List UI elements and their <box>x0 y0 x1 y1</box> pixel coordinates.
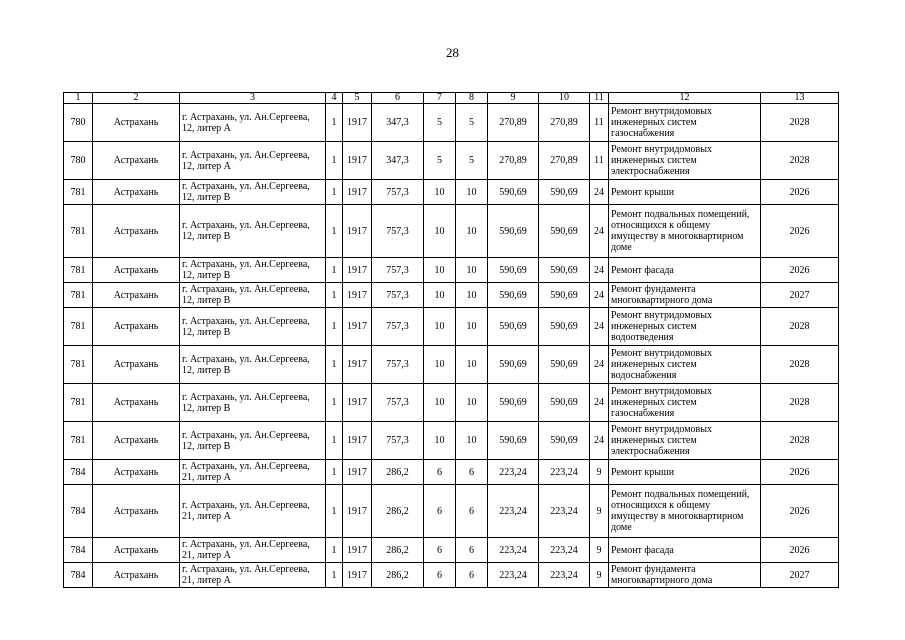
cell-col7: 6 <box>424 485 456 538</box>
cell-area-living: 270,89 <box>488 142 539 180</box>
cell-area-total: 286,2 <box>372 563 424 588</box>
cell-area-living: 223,24 <box>488 563 539 588</box>
column-header: 13 <box>761 93 839 104</box>
cell-area-apartments: 590,69 <box>539 258 590 283</box>
cell-area-total: 757,3 <box>372 346 424 384</box>
column-header: 5 <box>343 93 372 104</box>
cell-area-living: 590,69 <box>488 308 539 346</box>
cell-col8: 10 <box>456 308 488 346</box>
cell-city: Астрахань <box>93 308 180 346</box>
cell-work-type: Ремонт внутридомовых инженерных систем электроснабжения <box>609 422 761 460</box>
cell-area-apartments: 590,69 <box>539 180 590 205</box>
cell-area-living: 590,69 <box>488 422 539 460</box>
table-row <box>64 283 839 308</box>
cell-col8: 10 <box>456 283 488 308</box>
cell-plan-year: 2027 <box>761 283 839 308</box>
table-row <box>64 258 839 283</box>
table-row <box>64 180 839 205</box>
cell-address: г. Астрахань, ул. Ан.Сергеева, 21, литер А <box>180 460 326 485</box>
cell-area-apartments: 590,69 <box>539 422 590 460</box>
cell-area-living: 590,69 <box>488 205 539 258</box>
cell-city: Астрахань <box>93 346 180 384</box>
cell-col8: 5 <box>456 142 488 180</box>
page-number: 28 <box>446 45 459 60</box>
cell-area-living: 590,69 <box>488 384 539 422</box>
cell-work-type: Ремонт фасада <box>609 258 761 283</box>
cell-address: г. Астрахань, ул. Ан.Сергеева, 12, литер В <box>180 384 326 422</box>
cell-plan-year: 2026 <box>761 485 839 538</box>
cell-area-apartments: 590,69 <box>539 384 590 422</box>
cell-work-type: Ремонт внутридомовых инженерных систем водоотведения <box>609 308 761 346</box>
cell-plan-year: 2028 <box>761 308 839 346</box>
cell-area-total: 347,3 <box>372 142 424 180</box>
cell-work-type: Ремонт фундамента многоквартирного дома <box>609 563 761 588</box>
cell-year: 1917 <box>343 538 372 563</box>
cell-plan-year: 2026 <box>761 258 839 283</box>
cell-year: 1917 <box>343 384 372 422</box>
column-header: 1 <box>64 93 93 104</box>
column-header: 4 <box>326 93 343 104</box>
cell-area-apartments: 590,69 <box>539 346 590 384</box>
cell-year: 1917 <box>343 563 372 588</box>
cell-city: Астрахань <box>93 180 180 205</box>
table-row <box>64 563 839 588</box>
column-header: 12 <box>609 93 761 104</box>
cell-city: Астрахань <box>93 538 180 563</box>
cell-entrances: 1 <box>326 563 343 588</box>
table-row <box>64 142 839 180</box>
cell-area-living: 223,24 <box>488 460 539 485</box>
cell-residents: 24 <box>590 180 609 205</box>
cell-year: 1917 <box>343 258 372 283</box>
cell-area-living: 223,24 <box>488 538 539 563</box>
cell-work-type: Ремонт фундамента многоквартирного дома <box>609 283 761 308</box>
cell-area-total: 757,3 <box>372 258 424 283</box>
cell-number: 781 <box>64 180 93 205</box>
cell-area-living: 590,69 <box>488 258 539 283</box>
cell-city: Астрахань <box>93 422 180 460</box>
cell-work-type: Ремонт внутридомовых инженерных систем газоснабжения <box>609 384 761 422</box>
cell-address: г. Астрахань, ул. Ан.Сергеева, 21, литер А <box>180 563 326 588</box>
cell-number: 784 <box>64 460 93 485</box>
cell-area-living: 590,69 <box>488 180 539 205</box>
cell-area-total: 757,3 <box>372 384 424 422</box>
cell-entrances: 1 <box>326 384 343 422</box>
cell-city: Астрахань <box>93 460 180 485</box>
cell-col7: 6 <box>424 460 456 485</box>
cell-work-type: Ремонт внутридомовых инженерных систем газоснабжения <box>609 104 761 142</box>
cell-entrances: 1 <box>326 460 343 485</box>
cell-entrances: 1 <box>326 308 343 346</box>
cell-address: г. Астрахань, ул. Ан.Сергеева, 12, литер В <box>180 346 326 384</box>
cell-number: 780 <box>64 142 93 180</box>
cell-number: 781 <box>64 346 93 384</box>
cell-col8: 10 <box>456 422 488 460</box>
cell-col7: 5 <box>424 142 456 180</box>
cell-col8: 6 <box>456 460 488 485</box>
cell-area-living: 590,69 <box>488 346 539 384</box>
cell-number: 781 <box>64 308 93 346</box>
cell-area-total: 347,3 <box>372 104 424 142</box>
cell-address: г. Астрахань, ул. Ан.Сергеева, 12, литер В <box>180 308 326 346</box>
cell-area-apartments: 590,69 <box>539 308 590 346</box>
cell-year: 1917 <box>343 180 372 205</box>
cell-col7: 10 <box>424 308 456 346</box>
cell-area-total: 757,3 <box>372 180 424 205</box>
cell-col8: 10 <box>456 205 488 258</box>
cell-entrances: 1 <box>326 142 343 180</box>
cell-city: Астрахань <box>93 142 180 180</box>
column-header: 2 <box>93 93 180 104</box>
cell-address: г. Астрахань, ул. Ан.Сергеева, 12, литер В <box>180 180 326 205</box>
cell-area-apartments: 223,24 <box>539 460 590 485</box>
cell-residents: 9 <box>590 460 609 485</box>
cell-col7: 10 <box>424 283 456 308</box>
cell-city: Астрахань <box>93 563 180 588</box>
column-header: 9 <box>488 93 539 104</box>
cell-col8: 6 <box>456 538 488 563</box>
column-header: 3 <box>180 93 326 104</box>
table-row <box>64 346 839 384</box>
table-row <box>64 308 839 346</box>
cell-area-apartments: 270,89 <box>539 142 590 180</box>
cell-area-apartments: 223,24 <box>539 538 590 563</box>
cell-area-apartments: 223,24 <box>539 563 590 588</box>
repair-schedule-table <box>63 92 839 588</box>
cell-area-total: 286,2 <box>372 485 424 538</box>
cell-address: г. Астрахань, ул. Ан.Сергеева, 12, литер А <box>180 142 326 180</box>
cell-col8: 10 <box>456 180 488 205</box>
table-row <box>64 384 839 422</box>
cell-col8: 6 <box>456 485 488 538</box>
cell-area-apartments: 590,69 <box>539 283 590 308</box>
cell-address: г. Астрахань, ул. Ан.Сергеева, 21, литер А <box>180 485 326 538</box>
cell-number: 784 <box>64 538 93 563</box>
cell-address: г. Астрахань, ул. Ан.Сергеева, 12, литер А <box>180 104 326 142</box>
cell-residents: 24 <box>590 205 609 258</box>
cell-area-total: 757,3 <box>372 205 424 258</box>
cell-residents: 24 <box>590 258 609 283</box>
cell-work-type: Ремонт крыши <box>609 460 761 485</box>
cell-plan-year: 2028 <box>761 104 839 142</box>
cell-area-total: 757,3 <box>372 422 424 460</box>
cell-plan-year: 2028 <box>761 422 839 460</box>
column-header: 6 <box>372 93 424 104</box>
cell-address: г. Астрахань, ул. Ан.Сергеева, 12, литер В <box>180 258 326 283</box>
cell-number: 784 <box>64 563 93 588</box>
cell-area-apartments: 590,69 <box>539 205 590 258</box>
cell-entrances: 1 <box>326 283 343 308</box>
cell-plan-year: 2026 <box>761 460 839 485</box>
cell-plan-year: 2028 <box>761 142 839 180</box>
cell-area-total: 286,2 <box>372 538 424 563</box>
cell-work-type: Ремонт внутридомовых инженерных систем электроснабжения <box>609 142 761 180</box>
cell-number: 784 <box>64 485 93 538</box>
cell-city: Астрахань <box>93 485 180 538</box>
cell-number: 781 <box>64 258 93 283</box>
cell-number: 781 <box>64 384 93 422</box>
cell-col7: 10 <box>424 205 456 258</box>
table-row <box>64 104 839 142</box>
cell-work-type: Ремонт фасада <box>609 538 761 563</box>
cell-plan-year: 2027 <box>761 563 839 588</box>
cell-city: Астрахань <box>93 258 180 283</box>
cell-entrances: 1 <box>326 538 343 563</box>
cell-col7: 5 <box>424 104 456 142</box>
cell-area-total: 286,2 <box>372 460 424 485</box>
column-header: 11 <box>590 93 609 104</box>
cell-plan-year: 2028 <box>761 384 839 422</box>
column-header: 8 <box>456 93 488 104</box>
cell-area-total: 757,3 <box>372 308 424 346</box>
cell-area-apartments: 270,89 <box>539 104 590 142</box>
cell-city: Астрахань <box>93 205 180 258</box>
cell-address: г. Астрахань, ул. Ан.Сергеева, 12, литер В <box>180 205 326 258</box>
cell-col8: 10 <box>456 384 488 422</box>
cell-work-type: Ремонт подвальных помещений, относящихся к общему имуществу в многоквартирном доме <box>609 485 761 538</box>
cell-residents: 24 <box>590 384 609 422</box>
table-row <box>64 422 839 460</box>
cell-col7: 6 <box>424 538 456 563</box>
cell-address: г. Астрахань, ул. Ан.Сергеева, 12, литер В <box>180 283 326 308</box>
cell-residents: 24 <box>590 346 609 384</box>
cell-number: 781 <box>64 422 93 460</box>
table-header-row <box>64 93 839 104</box>
cell-entrances: 1 <box>326 258 343 283</box>
table-row <box>64 205 839 258</box>
cell-entrances: 1 <box>326 485 343 538</box>
cell-year: 1917 <box>343 346 372 384</box>
cell-plan-year: 2026 <box>761 180 839 205</box>
cell-col8: 6 <box>456 563 488 588</box>
cell-col7: 10 <box>424 258 456 283</box>
cell-year: 1917 <box>343 205 372 258</box>
cell-residents: 9 <box>590 538 609 563</box>
cell-work-type: Ремонт подвальных помещений, относящихся к общему имуществу в многоквартирном доме <box>609 205 761 258</box>
column-header: 7 <box>424 93 456 104</box>
cell-entrances: 1 <box>326 180 343 205</box>
column-header: 10 <box>539 93 590 104</box>
cell-plan-year: 2026 <box>761 205 839 258</box>
cell-area-living: 223,24 <box>488 485 539 538</box>
cell-residents: 24 <box>590 308 609 346</box>
cell-number: 780 <box>64 104 93 142</box>
cell-residents: 24 <box>590 422 609 460</box>
cell-year: 1917 <box>343 283 372 308</box>
cell-col7: 10 <box>424 422 456 460</box>
cell-year: 1917 <box>343 460 372 485</box>
cell-col8: 10 <box>456 258 488 283</box>
cell-city: Астрахань <box>93 104 180 142</box>
cell-year: 1917 <box>343 422 372 460</box>
cell-col7: 10 <box>424 346 456 384</box>
cell-residents: 9 <box>590 485 609 538</box>
cell-address: г. Астрахань, ул. Ан.Сергеева, 12, литер В <box>180 422 326 460</box>
cell-area-total: 757,3 <box>372 283 424 308</box>
cell-entrances: 1 <box>326 104 343 142</box>
cell-plan-year: 2026 <box>761 538 839 563</box>
cell-residents: 11 <box>590 104 609 142</box>
cell-residents: 9 <box>590 563 609 588</box>
cell-col7: 10 <box>424 384 456 422</box>
cell-city: Астрахань <box>93 283 180 308</box>
cell-residents: 24 <box>590 283 609 308</box>
table-row <box>64 460 839 485</box>
cell-entrances: 1 <box>326 346 343 384</box>
cell-col7: 10 <box>424 180 456 205</box>
cell-year: 1917 <box>343 142 372 180</box>
cell-year: 1917 <box>343 104 372 142</box>
cell-entrances: 1 <box>326 205 343 258</box>
cell-residents: 11 <box>590 142 609 180</box>
cell-entrances: 1 <box>326 422 343 460</box>
cell-year: 1917 <box>343 485 372 538</box>
cell-area-living: 590,69 <box>488 283 539 308</box>
cell-number: 781 <box>64 205 93 258</box>
cell-city: Астрахань <box>93 384 180 422</box>
cell-address: г. Астрахань, ул. Ан.Сергеева, 21, литер А <box>180 538 326 563</box>
cell-area-living: 270,89 <box>488 104 539 142</box>
cell-col8: 10 <box>456 346 488 384</box>
cell-work-type: Ремонт внутридомовых инженерных систем водоснабжения <box>609 346 761 384</box>
cell-work-type: Ремонт крыши <box>609 180 761 205</box>
cell-col7: 6 <box>424 563 456 588</box>
cell-number: 781 <box>64 283 93 308</box>
table-row <box>64 538 839 563</box>
cell-col8: 5 <box>456 104 488 142</box>
table-row <box>64 485 839 538</box>
cell-area-apartments: 223,24 <box>539 485 590 538</box>
cell-year: 1917 <box>343 308 372 346</box>
cell-plan-year: 2028 <box>761 346 839 384</box>
